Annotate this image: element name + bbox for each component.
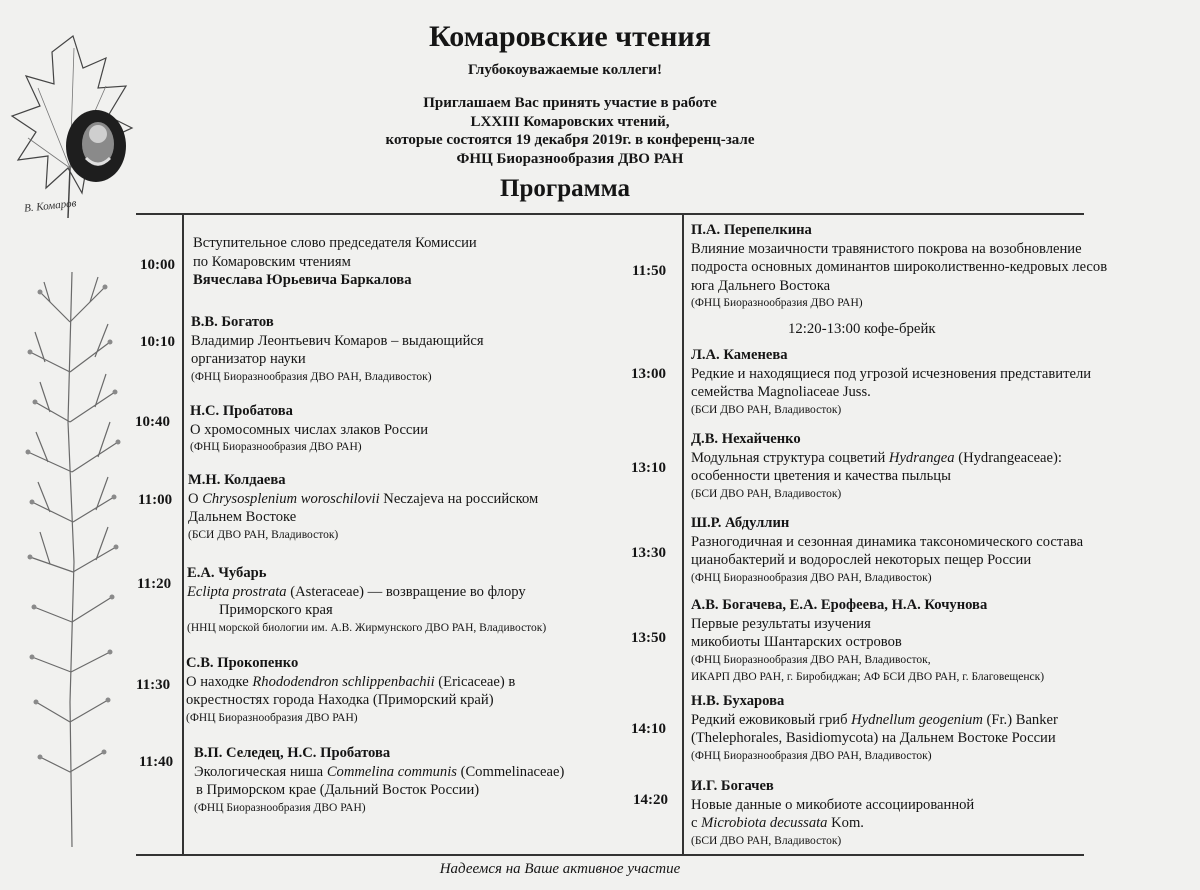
time-slot: 13:10	[631, 460, 666, 476]
speaker-name: А.В. Богачева, Е.А. Ерофеева, Н.А. Кочунова	[691, 597, 988, 613]
title-text: (Ericaceae) в	[434, 673, 516, 690]
talk-title-line: окрестностях города Находка (Приморский край)	[186, 692, 494, 708]
time-slot: 14:10	[631, 721, 666, 737]
time-slot: 11:30	[136, 677, 171, 693]
talk-title-line	[691, 814, 974, 833]
species-name: Microbiota decussata	[701, 815, 828, 831]
schedule-entry	[691, 692, 1058, 765]
species-name: Rhododendron schlippenbachii	[252, 673, 435, 690]
title-text: (Asteraceae) — возвращение во флору	[286, 583, 526, 600]
affiliation: (ФНЦ Биоразнообразия ДВО РАН)	[186, 711, 358, 724]
speaker-name: С.В. Прокопенко	[186, 655, 299, 671]
schedule-entry	[186, 654, 515, 727]
species-name: Chrysosplenium woroschilovii	[202, 490, 380, 507]
left-column-divider	[182, 213, 184, 855]
speaker-name: Д.В. Нехайченко	[691, 431, 801, 447]
schedule-entry	[194, 744, 564, 817]
footer-note: Надеемся на Ваше активное участие	[439, 861, 681, 877]
invitation-line: LXXIII Комаровских чтений,	[470, 113, 670, 130]
invitation-line: ФНЦ Биоразнообразия ДВО РАН	[456, 150, 684, 167]
talk-title-line: Вступительное слово председателя Комиссии	[193, 235, 477, 251]
coffee-break: 12:20-13:00 кофе-брейк	[788, 321, 936, 337]
talk-title-line: особенности цветения и качества пыльцы	[691, 468, 951, 484]
time-slot: 13:00	[631, 366, 666, 382]
talk-title-line	[194, 763, 564, 782]
schedule-entry	[187, 564, 546, 637]
schedule-entry	[691, 346, 1091, 419]
talk-title-line	[691, 449, 1062, 468]
time-slot: 10:10	[140, 334, 175, 350]
talk-title-line: (Thelephorales, Basidiomycota) на Дальнем Востоке России	[691, 730, 1056, 746]
title-text: О находке	[186, 673, 253, 690]
affiliation: (ННЦ морской биологии им. А.В. Жирмунского ДВО РАН, Владивосток)	[187, 621, 547, 634]
affiliation: (БСИ ДВО РАН, Владивосток)	[691, 487, 842, 500]
affiliation: (БСИ ДВО РАН, Владивосток)	[691, 403, 842, 416]
talk-title-line: Приморского края	[219, 602, 333, 618]
title-text: Neczajeva на российском	[379, 490, 539, 507]
talk-title-line: семейства Magnoliaceae Juss.	[691, 384, 871, 400]
talk-title-line: О хромосомных числах злаков России	[190, 421, 429, 438]
greeting: Глубокоуважаемые коллеги!	[468, 62, 662, 78]
affiliation: (ФНЦ Биоразнообразия ДВО РАН)	[691, 297, 863, 309]
invitation	[0, 94, 1140, 168]
talk-title-line: подроста основных доминантов широколиственно-кедровых лесов	[691, 259, 1108, 275]
talk-title-line	[186, 673, 515, 692]
talk-title-line: по Комаровским чтениям	[193, 253, 351, 270]
schedule-entry	[193, 234, 477, 290]
schedule-entry	[190, 402, 428, 456]
schedule-entry	[188, 471, 538, 544]
speaker-name: Н.В. Бухарова	[691, 693, 785, 709]
species-name: Hydnellum geogenium	[851, 711, 983, 728]
speaker-name: В.В. Богатов	[191, 314, 274, 330]
affiliation: (ФНЦ Биоразнообразия ДВО РАН, Владивосток,	[691, 653, 931, 666]
title-text: (Commelinaceae)	[456, 763, 565, 780]
time-slot: 13:30	[631, 545, 666, 561]
talk-title-line: Дальнем Востоке	[188, 509, 297, 525]
title-text: (Hydrangeaceae):	[954, 449, 1062, 466]
signature: В. Комаров	[23, 197, 77, 215]
talk-title-line: Разногодичная и сезонная динамика таксономического состава	[691, 533, 1084, 550]
species-name: Hydrangea	[888, 449, 955, 466]
speaker-name: Ш.Р. Абдуллин	[691, 515, 790, 531]
talk-title-line	[188, 490, 538, 509]
speaker-name: М.Н. Колдаева	[188, 472, 286, 488]
time-slot: 11:40	[139, 754, 174, 770]
speaker-name: Л.А. Каменева	[691, 347, 788, 363]
time-slot: 11:50	[632, 263, 667, 279]
schedule-entry	[691, 430, 1062, 503]
talk-title-line	[187, 583, 546, 602]
schedule-entry	[691, 514, 1083, 587]
talk-title-line: Редкие и находящиеся под угрозой исчезновения представители	[691, 365, 1092, 382]
time-slot: 11:00	[138, 492, 173, 508]
plant-illustration	[10, 262, 130, 852]
speaker-name: Н.С. Пробатова	[190, 403, 293, 419]
speaker-name: В.П. Селедец, Н.С. Пробатова	[194, 745, 391, 761]
affiliation: ИКАРП ДВО РАН, г. Биробиджан; АФ БСИ ДВО РАН, г. Благовещенск)	[691, 670, 1045, 683]
talk-title-line: в Приморском крае (Дальний Восток России)	[196, 782, 480, 798]
talk-title-line: цианобактерий и водорослей некоторых пещер России	[691, 552, 1032, 568]
speaker-name: Вячеслава Юрьевича Баркалова	[193, 272, 412, 288]
talk-title-line: Владимир Леонтьевич Комаров – выдающийся	[191, 332, 484, 349]
species-name: Commelina communis	[326, 763, 457, 780]
affiliation: (БСИ ДВО РАН, Владивосток)	[188, 528, 339, 541]
affiliation: (ФНЦ Биоразнообразия ДВО РАН, Владивосток)	[691, 749, 932, 762]
top-rule	[136, 213, 1084, 215]
time-slot: 10:00	[140, 257, 175, 273]
title-text: Kom.	[827, 815, 864, 831]
affiliation: (БСИ ДВО РАН, Владивосток)	[691, 834, 842, 847]
title-text: О	[188, 490, 203, 507]
talk-title-line: Новые данные о микобиоте ассоциированной	[691, 796, 975, 813]
schedule-entry	[691, 596, 1044, 686]
title-text: Экологическая ниша	[194, 763, 327, 780]
affiliation: (ФНЦ Биоразнообразия ДВО РАН)	[194, 801, 366, 814]
time-slot: 14:20	[633, 792, 668, 808]
page-title: Комаровские чтения	[429, 20, 711, 53]
schedule-entry	[691, 221, 1107, 312]
title-text: Редкий ежовиковый гриб	[691, 711, 852, 728]
affiliation: (ФНЦ Биоразнообразия ДВО РАН, Владивосток)	[691, 571, 932, 584]
talk-title-line: Первые результаты изучения	[691, 615, 871, 632]
species-name: Eclipta prostrata	[187, 583, 287, 600]
speaker-name: И.Г. Богачев	[691, 778, 774, 794]
title-text: Модульная структура соцветий	[691, 449, 889, 466]
title-text: с	[691, 815, 702, 831]
program-heading: Программа	[500, 175, 630, 202]
speaker-name: П.А. Перепелкина	[691, 222, 812, 238]
affiliation: (ФНЦ Биоразнообразия ДВО РАН, Владивосток)	[191, 370, 432, 383]
affiliation: (ФНЦ Биоразнообразия ДВО РАН)	[190, 441, 362, 453]
speaker-name: Е.А. Чубарь	[187, 565, 267, 581]
center-divider	[682, 213, 684, 855]
talk-title-line: Влияние мозаичности травянистого покрова на возобновление	[691, 240, 1082, 257]
talk-title-line	[691, 711, 1058, 730]
talk-title-line: микобиоты Шантарских островов	[691, 634, 902, 650]
time-slot: 11:20	[137, 576, 172, 592]
time-slot: 10:40	[135, 414, 170, 430]
title-text: (Fr.) Banker	[982, 711, 1058, 728]
invitation-line: Приглашаем Вас принять участие в работе	[423, 95, 717, 111]
invitation-line: которые состоятся 19 декабря 2019г. в конференц-зале	[385, 132, 755, 148]
talk-title-line: юга Дальнего Востока	[691, 277, 831, 294]
talk-title-line: организатор науки	[191, 351, 306, 367]
schedule-entry	[191, 313, 484, 386]
schedule-entry	[691, 777, 974, 850]
bottom-rule	[136, 854, 1084, 856]
time-slot: 13:50	[631, 630, 666, 646]
